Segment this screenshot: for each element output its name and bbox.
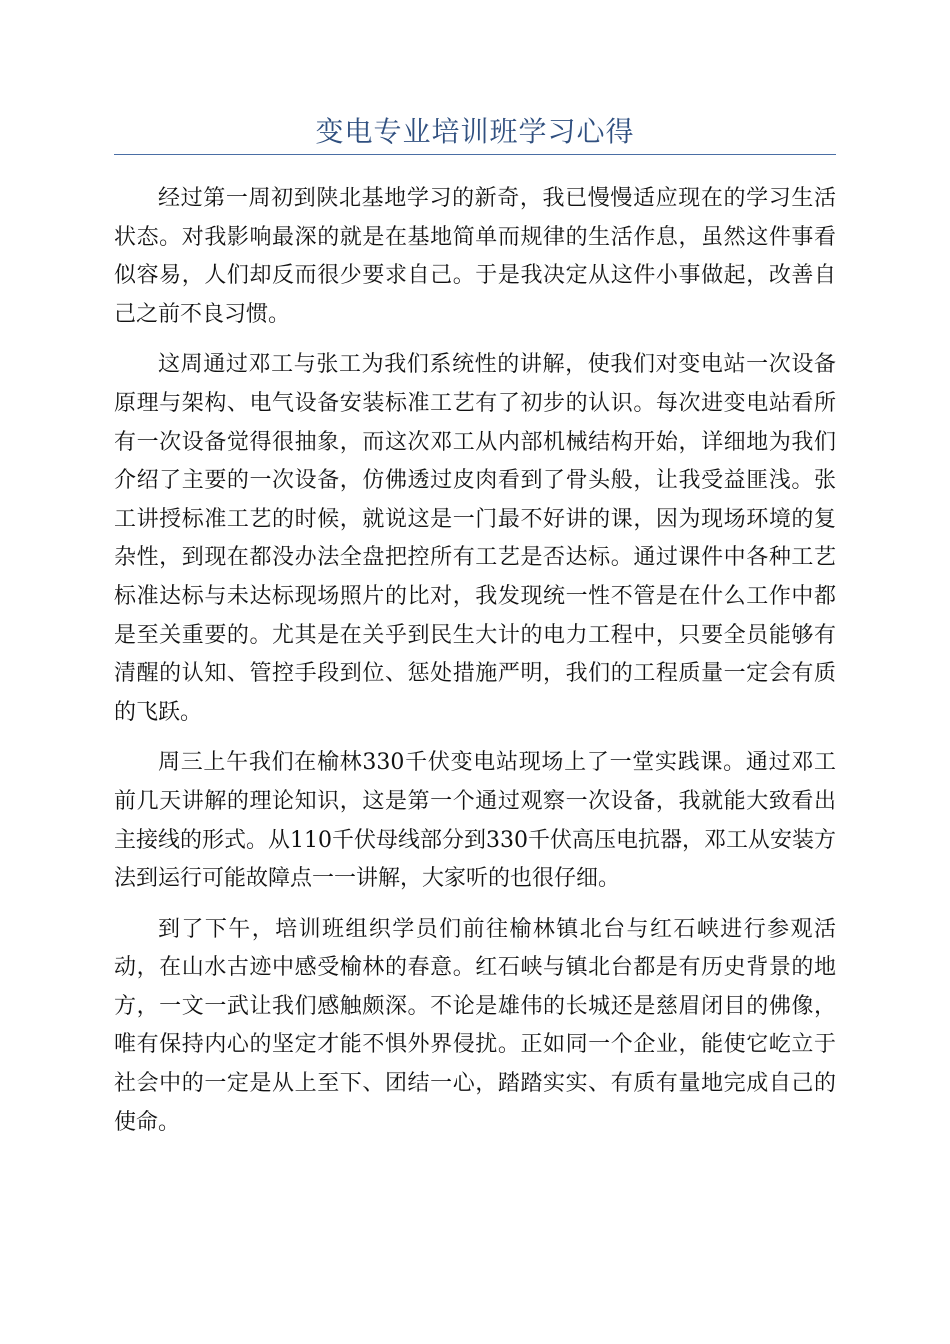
title-underline (114, 154, 836, 155)
paragraph-3: 周三上午我们在榆林330千伏变电站现场上了一堂实践课。通过邓工前几天讲解的理论知识，这是第一个通过观察一次设备，我就能大致看出主接线的形式。从110千伏母线部分到330千伏高压电抗器，邓工从安装方法到运行可能故障点一一讲解，大家听的也很仔细。 (114, 750, 836, 892)
paragraph-4: 到了下午，培训班组织学员们前往榆林镇北台与红石峡进行参观活动，在山水古迹中感受榆林的春意。红石峡与镇北台都是有历史背景的地方，一文一武让我们感触颇深。不论是雄伟的长城还是慈眉闭目的佛像，唯有保持内心的坚定才能不惧外界侵扰。正如同一个企业，能使它屹立于社会中的一定是从上至下、团结一心，踏踏实实、有质有量地完成自己的使命。 (114, 916, 836, 1135)
paragraph-2: 这周通过邓工与张工为我们系统性的讲解，使我们对变电站一次设备原理与架构、电气设备安装标准工艺有了初步的认识。每次进变电站看所有一次设备觉得很抽象，而这次邓工从内部机械结构开始，详细地为我们介绍了主要的一次设备，仿佛透过皮肉看到了骨头般，让我受益匪浅。张工讲授标准工艺的时候，就说这是一门最不好讲的课，因为现场环境的复杂性，到现在都没办法全盘把控所有工艺是否达标。通过课件中各种工艺标准达标与未达标现场照片的比对，我发现统一性不管是在什么工作中都是至关重要的。尤其是在关乎到民生大计的电力工程中，只要全员能够有清醒的认知、管控手段到位、惩处措施严明，我们的工程质量一定会有质的飞跃。 (114, 352, 836, 725)
document-body (114, 180, 836, 1154)
page-title: 变电专业培训班学习心得 (315, 115, 635, 148)
paragraph-1: 经过第一周初到陕北基地学习的新奇，我已慢慢适应现在的学习生活状态。对我影响最深的就是在基地简单而规律的生活作息，虽然这件事看似容易，人们却反而很少要求自己。于是我决定从这件小事做起，改善自己之前不良习惯。 (114, 186, 836, 327)
title-block (114, 112, 836, 155)
